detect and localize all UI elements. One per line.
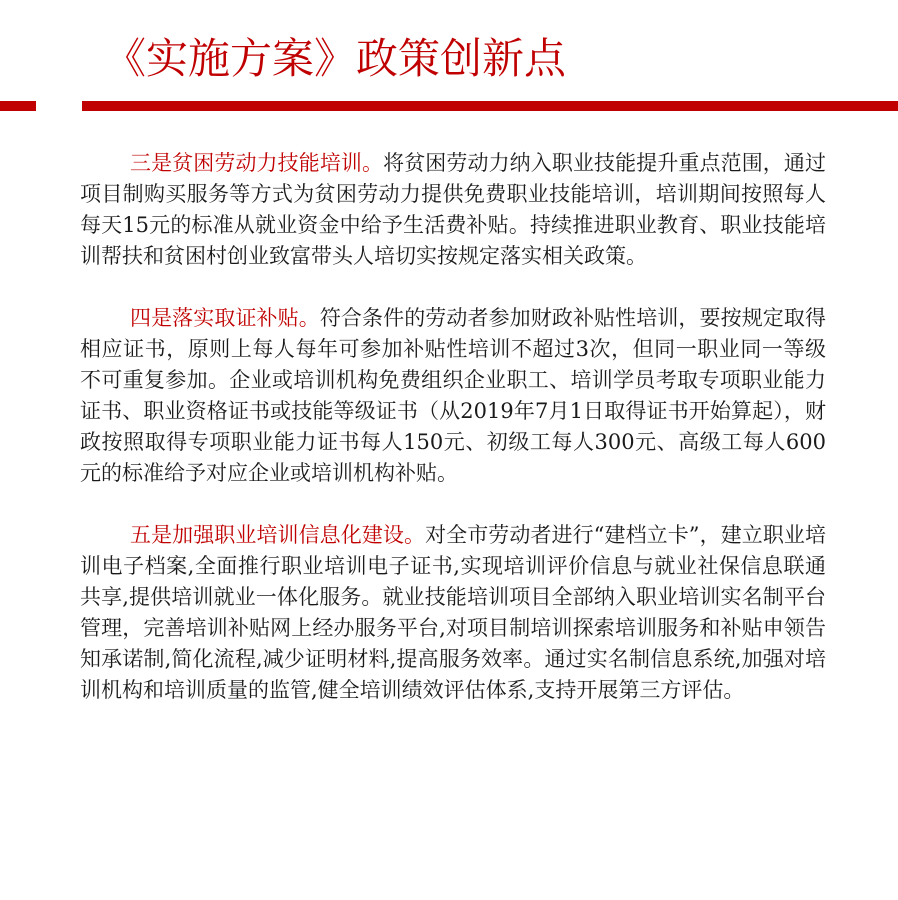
paragraph-text: 符合条件的劳动者参加财政补贴性培训，要按规定取得相应证书，原则上每人每年可参加补贴性培训不超过3次，但同一职业同一等级不可重复参加。企业或培训机构免费组织企业职工、培训学员考取专项职业能力证书、职业资格证书或技能等级证书（从2019年7月1日取得证书开始算起），财政按照取得专项职业能力证书每人150元、初级工每人300元、高级工每人600元的标准给予对应企业或培训机构补贴。	[80, 306, 826, 485]
paragraph-text: 将贫困劳动力纳入职业技能提升重点范围，通过项目制购买服务等方式为贫困劳动力提供免费职业技能培训，培训期间按照每人每天15元的标准从就业资金中给予生活费补贴。持续推进职业教育、职业技能培训帮扶和贫困村创业致富带头人培切实按规定落实相关政策。	[80, 151, 826, 268]
title-divider-right	[82, 101, 898, 111]
paragraph-text: 对全市劳动者进行“建档立卡”，建立职业培训电子档案,全面推行职业培训电子证书,实现培训评价信息与就业社保信息联通共享,提供培训就业一体化服务。就业技能培训项目全部纳入职业培训实名制平台管理，完善培训补贴网上经办服务平台,对项目制培训探索培训服务和补贴申领告知承诺制,简化流程,减少证明材料,提高服务效率。通过实名制信息系统,加强对培训机构和培训质量的监管,健全培训绩效评估体系,支持开展第三方评估。	[80, 523, 826, 702]
page-title: 《实施方案》政策创新点	[104, 34, 567, 83]
title-divider-left	[0, 101, 36, 111]
document-body	[80, 148, 826, 706]
paragraph-informatization	[80, 520, 826, 706]
paragraph-poverty-training	[80, 148, 826, 272]
paragraph-lead: 三是贫困劳动力技能培训。	[130, 151, 384, 175]
paragraph-certificate-subsidy	[80, 303, 826, 489]
paragraph-lead: 五是加强职业培训信息化建设。	[130, 523, 426, 547]
paragraph-lead: 四是落实取证补贴。	[130, 306, 320, 330]
